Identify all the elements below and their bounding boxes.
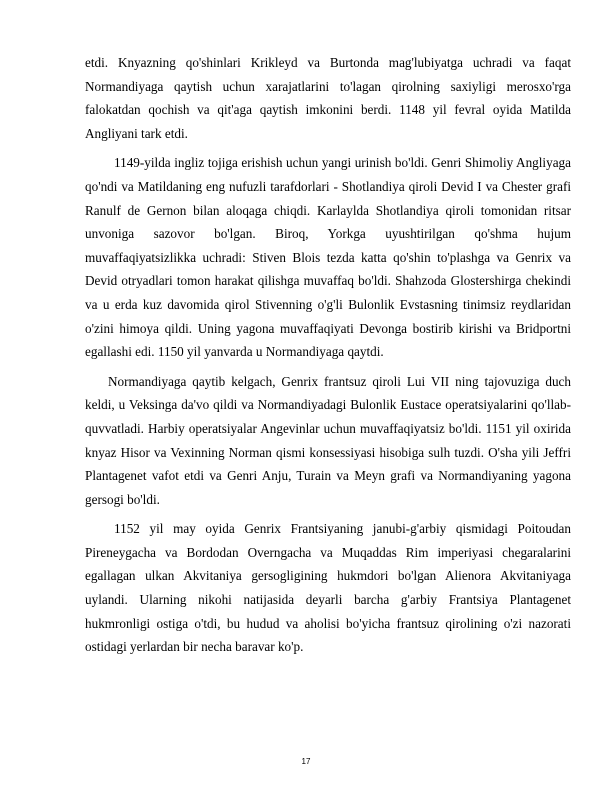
paragraph-2: 1149-yilda ingliz tojiga erishish uchun yangi urinish bo'ldi. Genri Shimoliy Angliyaga qo'ndi va Matildaning eng nufuzli tarafdorlari - Shotlandiya qiroli Devid I va Chester grafi Ranulf de Gernon bilan aloqaga chiqdi. Karlaylda Shotlandiya qiroli tomonidan ritsar unvoniga sazovor bo'lgan. Biroq, Yorkga uyushtirilgan qo'shma hujum muvaffaqiyatsizlikka uchradi: Stiven Blois tezda katta qo'shin to'plashga va Genrix va Devid otryadlari tomon harakat qilishga muvaffaq bo'ldi. Shahzoda Glostershirga chekindi va u erda kuz davomida qirol Stivenning o'g'li Bulonlik Evstasning tinimsiz reydlaridan o'zini himoya qildi. Uning yagona muvaffaqiyati Devonga bostirib kirishi va Bridportni egallashi edi. 1150 yil yanvarda u Normandiyaga qaytdi. <box>85 155 571 360</box>
page-number: 17 <box>301 757 311 766</box>
body-text <box>85 51 571 665</box>
paragraph-1: etdi. Knyazning qo'shinlari Krikleyd va Burtonda mag'lubiyatga uchradi va faqat Normandiyaga qaytish uchun xarajatlarini to'lagan qirolning saxiyligi merosxo'rga falokatdan qochish va qit'aga qaytish imkonini berdi. 1148 yil fevral oyida Matilda Angliyani tark etdi. <box>85 55 571 141</box>
paragraph-3: Normandiyaga qaytib kelgach, Genrix frantsuz qiroli Lui VII ning tajovuziga duch keldi, u Veksinga da'vo qildi va Normandiyadagi Bulonlik Eustace operatsiyalarini qo'llab-quvvatladi. Harbiy operatsiyalar Angevinlar uchun muvaffaqiyatsiz bo'ldi. 1151 yil oxirida knyaz Hisor va Vexinning Norman qismi konsessiyasi hisobiga sulh tuzdi. O'sha yili Jeffri Plantagenet vafot etdi va Genri Anju, Turain va Meyn grafi va Normandiyaning yagona gersogi bo'ldi. <box>85 373 571 507</box>
paragraph-4: 1152 yil may oyida Genrix Frantsiyaning janubi-g'arbiy qismidagi Poitoudan Pireneygacha va Bordodan Overngacha va Muqaddas Rim imperiyasi chegaralarini egallagan ulkan Akvitaniya gersogligining hukmdori bo'lgan Alienora Akvitaniyaga uylandi. Ularning nikohi natijasida deyarli barcha g'arbiy Frantsiya Plantagenet hukmronligi ostiga o'tdi, bu hudud va aholisi bo'yicha frantsuz qirolining o'zi nazorati ostidagi yerlardan bir necha baravar ko'p. <box>85 521 571 655</box>
